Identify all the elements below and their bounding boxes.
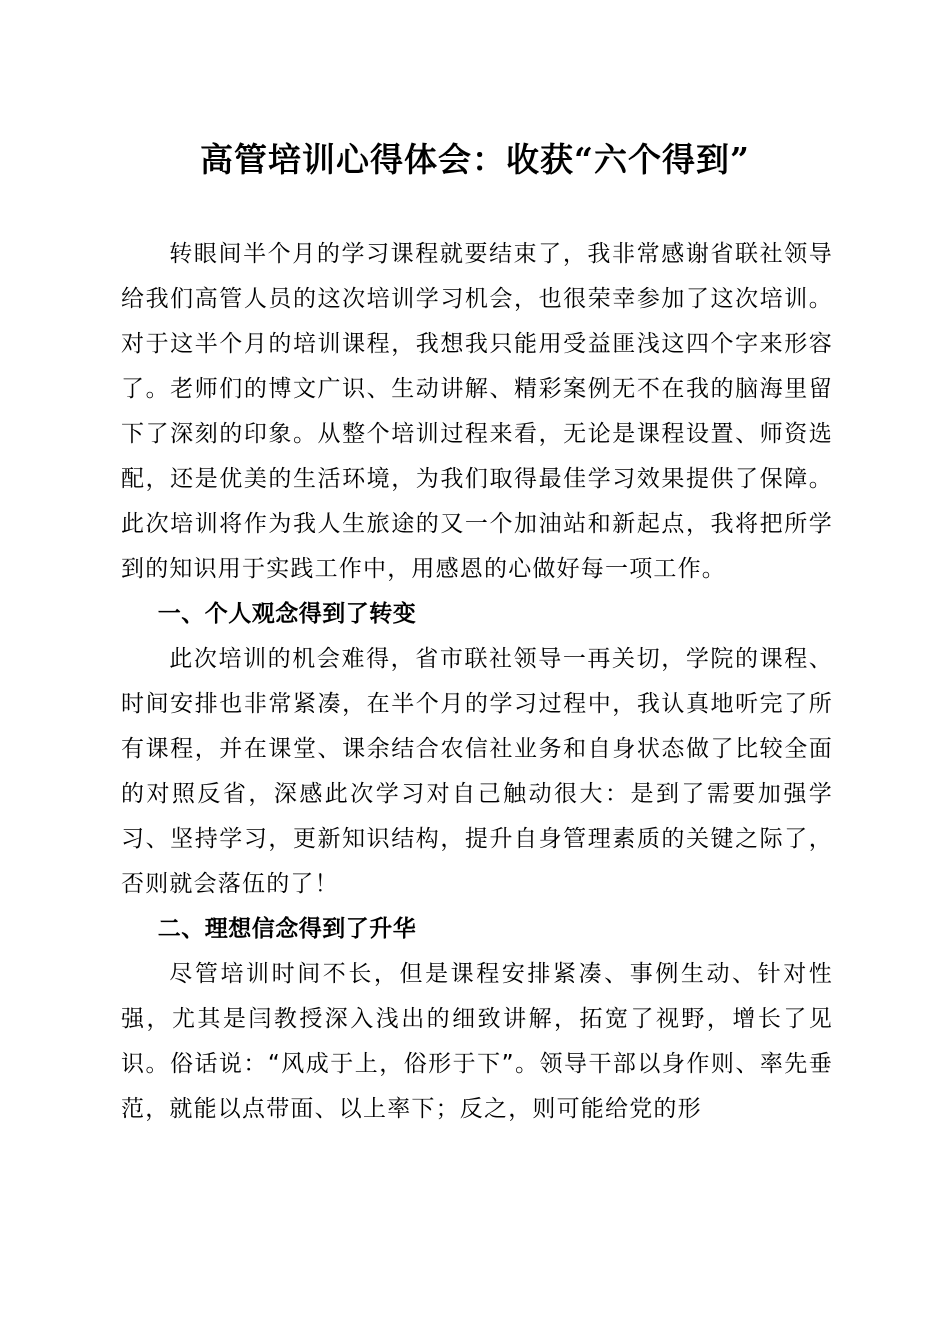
section-paragraph-2: 尽管培训时间不长，但是课程安排紧凑、事例生动、针对性强，尤其是闫教授深入浅出的细致讲解，拓宽了视野，增长了见识。俗话说：“风成于上，俗形于下”。领导干部以身作则、率先垂范，就能以点带面、以上率下；反之，则可能给党的形 (121, 961, 833, 1122)
section-paragraph-1: 此次培训的机会难得，省市联社领导一再关切，学院的课程、时间安排也非常紧凑，在半个月的学习过程中，我认真地听完了所有课程，并在课堂、课余结合农信社业务和自身状态做了比较全面的对照反省，深感此次学习对自己触动很大：是到了需要加强学习、坚持学习，更新知识结构，提升自身管理素质的关键之际了，否则就会落伍的了！ (121, 646, 833, 897)
document-body (121, 232, 833, 1132)
section-heading-2: 二、理想信念得到了升华 (157, 916, 417, 942)
intro-paragraph: 转眼间半个月的学习课程就要结束了，我非常感谢省联社领导给我们高管人员的这次培训学习机会，也很荣幸参加了这次培训。对于这半个月的培训课程，我想我只能用受益匪浅这四个字来形容了。老师们的博文广识、生动讲解、精彩案例无不在我的脑海里留下了深刻的印象。从整个培训过程来看，无论是课程设置、师资选配，还是优美的生活环境，为我们取得最佳学习效果提供了保障。此次培训将作为我人生旅途的又一个加油站和新起点，我将把所学到的知识用于实践工作中，用感恩的心做好每一项工作。 (121, 241, 833, 582)
section-heading-1: 一、个人观念得到了转变 (157, 601, 417, 627)
document-title: 高管培训心得体会：收获“六个得到” (200, 140, 750, 179)
